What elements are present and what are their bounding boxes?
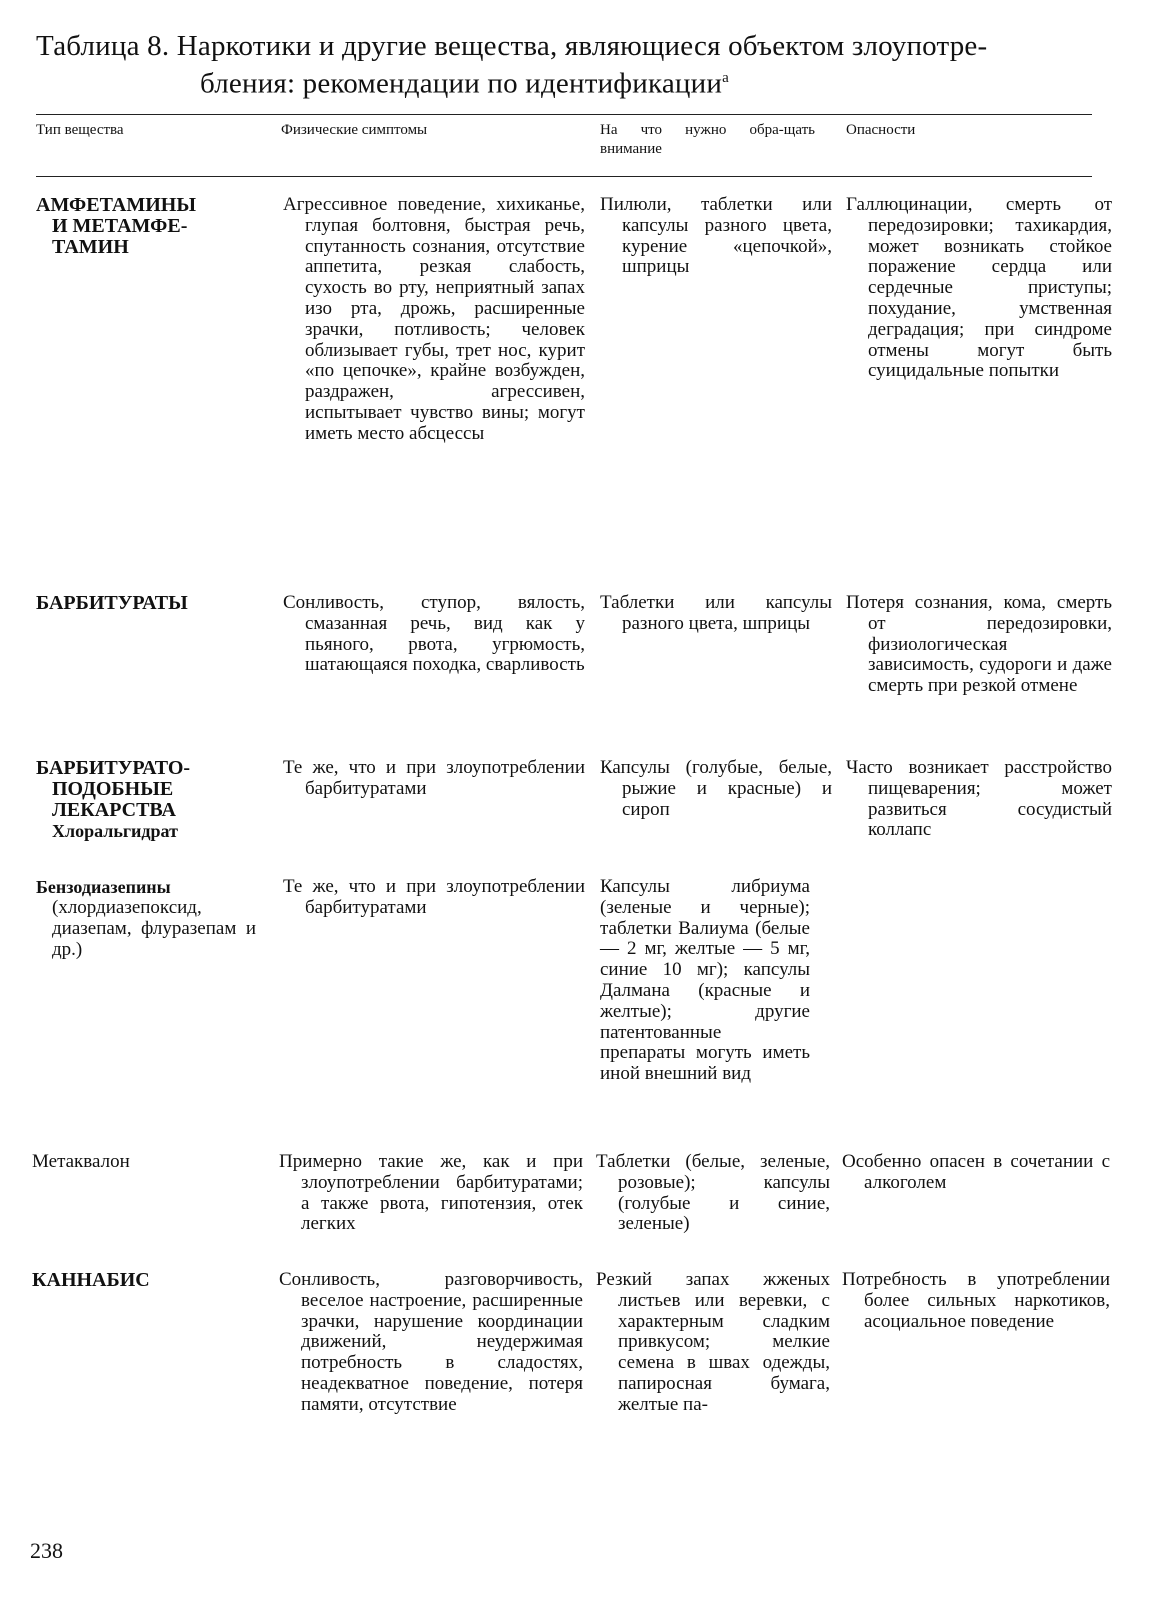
header-top-rule — [36, 114, 1092, 115]
row-4-type: Бензодиазепины (хлордиазепоксид, диазепам, флуразепам и др.) — [36, 877, 256, 960]
row-6-dangers: Потребность в употреблении более сильных наркотиков, асоциальное поведение — [842, 1269, 1110, 1332]
row-2-type: БАРБИТУРАТЫ — [36, 592, 188, 614]
row-4-look-for: Капсулы либриума (зеленые и черные); таблетки Валиума (белые — 2 мг, желтые — 5 мг, синие 10 мг); капсулы Далмана (красные и желтые); другие патентованные препараты могуть иметь иной внешний вид — [600, 876, 810, 1085]
row-5-symptoms: Примерно такие же, как и при злоупотреблении барбитуратами; а также рвота, гипотензия, отек легких — [279, 1151, 583, 1235]
row-4-symptoms: Те же, что и при злоупотреблении барбитуратами — [283, 876, 585, 918]
row-5-type: Метаквалон — [32, 1151, 130, 1172]
row-3-symptoms: Те же, что и при злоупотреблении барбитуратами — [283, 757, 585, 799]
row-3-type: БАРБИТУРАТО- ПОДОБНЫЕ ЛЕКАРСТВА Хлоральгидрат — [36, 757, 191, 841]
title-line-2: бления: рекомендации по идентификации — [200, 67, 723, 100]
row-6-look-for: Резкий запах жженых листьев или веревки, с характерным сладким привкусом; мелкие семена в швах одежды, папиросная бумага, желтые па- — [596, 1269, 830, 1415]
table-title — [36, 30, 1116, 100]
row-2-dangers: Потеря сознания, кома, смерть от передозировки, физиологическая зависимость, судороги и даже смерть при резкой отмене — [846, 592, 1112, 697]
col-header-symptoms: Физические симптомы — [281, 122, 428, 138]
col-header-dangers: Опасности — [846, 122, 916, 138]
row-6-symptoms: Сонливость, разговорчивость, веселое настроение, расширенные зрачки, нарушение координации движений, неудержимая потребность в сладостях, неадекватное поведение, потеря памяти, отсутствие — [279, 1269, 583, 1415]
row-1-symptoms: Агрессивное поведение, хихиканье, глупая болтовня, быстрая речь, спутанность сознания, отсутствие аппетита, резкая слабость, сухость во рту, неприятный запах изо рта, дрожь, расширенные зрачки, потливость; человек облизывает губы, трет нос, курит «по цепочке», крайне возбужден, раздражен, агрессивен, испытывает чувство вины; могут иметь место абсцессы — [283, 194, 585, 444]
page-number: 238 — [30, 1538, 63, 1563]
row-5-dangers: Особенно опасен в сочетании с алкоголем — [842, 1151, 1110, 1193]
row-3-dangers: Часто возникает расстройство пищеварения; может развиться сосудистый коллапс — [846, 757, 1112, 841]
title-footnote-mark: a — [722, 70, 729, 86]
col-header-type: Тип вещества — [36, 122, 124, 138]
header-bottom-rule — [36, 176, 1092, 177]
row-2-look-for: Таблетки или капсулы разного цвета, шприцы — [600, 592, 832, 634]
row-3-look-for: Капсулы (голубые, белые, рыжие и красные) и сироп — [600, 757, 832, 820]
row-2-symptoms: Сонливость, ступор, вялость, смазанная речь, вид как у пьяного, рвота, угрюмость, шатающаяся походка, сварливость — [283, 592, 585, 676]
row-1-look-for: Пилюли, таблетки или капсулы разного цвета, курение «цепочкой», шприцы — [600, 194, 832, 278]
col-header-look-for: На что нужно обра-щать внимание — [600, 122, 815, 157]
row-1-dangers: Галлюцинации, смерть от передозировки; тахикардия, может возникать стойкое поражение сердца или сердечные приступы; похудание, умственная деградация; при синдроме отмены могут быть суицидальные попытки — [846, 194, 1112, 382]
row-5-look-for: Таблетки (белые, зеленые, розовые); капсулы (голубые и синие, зеленые) — [596, 1151, 830, 1235]
row-1-type: АМФЕТАМИНЫ И МЕТАМФЕ- ТАМИН — [36, 194, 196, 258]
title-line-1: Таблица 8. Наркотики и другие вещества, являющиеся объектом злоупотре- — [36, 30, 988, 62]
row-6-type: КАННАБИС — [32, 1269, 150, 1291]
